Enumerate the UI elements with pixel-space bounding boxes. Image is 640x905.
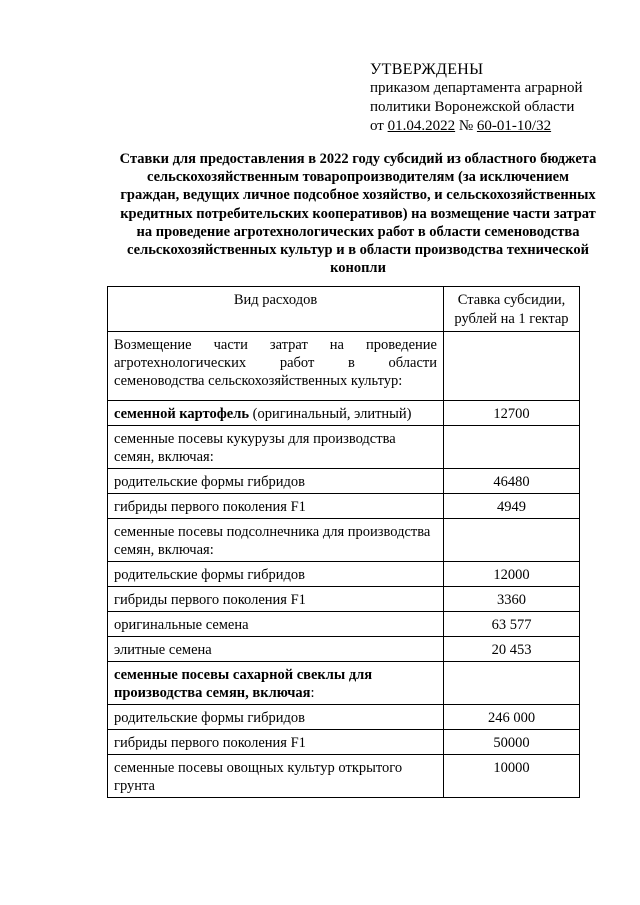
corn-title-value xyxy=(444,426,580,469)
approval-line-1: приказом департамента аграрной xyxy=(370,80,583,96)
sunflower-row-value: 63 577 xyxy=(444,612,580,637)
vegetables-title: семенные посевы овощных культур открытого грунта xyxy=(108,755,444,798)
table-row xyxy=(108,612,580,637)
table-row xyxy=(108,755,580,798)
approval-number: 60-01-10/32 xyxy=(476,118,552,134)
sugarbeet-title xyxy=(108,662,444,705)
title-line: сельскохозяйственных культур и в области производства технической xyxy=(127,242,589,259)
table-row xyxy=(108,401,580,426)
table-header-row xyxy=(108,287,580,332)
table-row xyxy=(108,705,580,730)
corn-row-label: родительские формы гибридов xyxy=(108,469,444,494)
potato-rest: (оригинальный, элитный) xyxy=(249,406,412,422)
approval-number-sign: № xyxy=(458,118,474,134)
potato-bold: семенной картофель xyxy=(114,406,250,422)
table-row xyxy=(108,730,580,755)
potato-value: 12700 xyxy=(444,401,580,426)
approval-date: 01.04.2022 xyxy=(387,118,456,134)
sugarbeet-title-value xyxy=(444,662,580,705)
table-row xyxy=(108,562,580,587)
header-rate xyxy=(444,287,580,332)
sunflower-row-value: 3360 xyxy=(444,587,580,612)
sunflower-row-label: оригинальные семена xyxy=(108,612,444,637)
table-row xyxy=(108,587,580,612)
header-expense-type: Вид расходов xyxy=(108,287,444,332)
approval-from: от xyxy=(370,118,384,134)
potato-cell xyxy=(108,401,444,426)
subsidy-rates-table xyxy=(107,286,580,798)
sugarbeet-title-bold: семенные посевы сахарной свеклы для производства семян, включая xyxy=(114,667,373,701)
header-rate-line-1: Ставка субсидии, xyxy=(457,292,566,308)
sunflower-title: семенные посевы подсолнечника для производства семян, включая: xyxy=(108,519,444,562)
sugarbeet-row-label: родительские формы гибридов xyxy=(108,705,444,730)
corn-row-value: 46480 xyxy=(444,469,580,494)
title-line: кредитных потребительских кооперативов) на возмещение части затрат xyxy=(120,205,596,222)
intro-cell: Возмещение части затрат на проведение агротехнологических работ в области семеноводства сельскохозяйственных культур: xyxy=(108,332,444,401)
approval-date-line xyxy=(370,117,630,136)
approval-line-2: политики Воронежской области xyxy=(370,99,575,115)
header-rate-line-2: рублей на 1 гектар xyxy=(454,311,569,327)
title-line: конопли xyxy=(330,260,386,277)
corn-row-value: 4949 xyxy=(444,494,580,519)
corn-row-label: гибриды первого поколения F1 xyxy=(108,494,444,519)
approval-block xyxy=(370,60,630,136)
sugarbeet-row-label: гибриды первого поколения F1 xyxy=(108,730,444,755)
document-title xyxy=(98,150,618,277)
sunflower-row-value: 12000 xyxy=(444,562,580,587)
sunflower-title-value xyxy=(444,519,580,562)
title-line: на проведение агротехнологических работ в области семеноводства xyxy=(136,223,580,240)
sunflower-row-label: гибриды первого поколения F1 xyxy=(108,587,444,612)
sugarbeet-row-value: 50000 xyxy=(444,730,580,755)
table-row xyxy=(108,637,580,662)
title-line: сельскохозяйственным товаропроизводителям (за исключением xyxy=(146,169,569,186)
corn-title: семенные посевы кукурузы для производства семян, включая: xyxy=(108,426,444,469)
table-row xyxy=(108,469,580,494)
intro-value-cell xyxy=(444,332,580,401)
table-row xyxy=(108,662,580,705)
sugarbeet-title-colon: : xyxy=(310,685,315,701)
table-row xyxy=(108,426,580,469)
table-row xyxy=(108,494,580,519)
sugarbeet-row-value: 246 000 xyxy=(444,705,580,730)
vegetables-value: 10000 xyxy=(444,755,580,798)
sunflower-row-label: элитные семена xyxy=(108,637,444,662)
title-line: граждан, ведущих личное подсобное хозяйство, и сельскохозяйственных xyxy=(120,187,596,204)
sunflower-row-label: родительские формы гибридов xyxy=(108,562,444,587)
title-line: Ставки для предоставления в 2022 году субсидий из областного бюджета xyxy=(119,151,597,167)
approval-heading: УТВЕРЖДЕНЫ xyxy=(370,61,484,78)
table-row xyxy=(108,519,580,562)
sunflower-row-value: 20 453 xyxy=(444,637,580,662)
table-row xyxy=(108,332,580,401)
